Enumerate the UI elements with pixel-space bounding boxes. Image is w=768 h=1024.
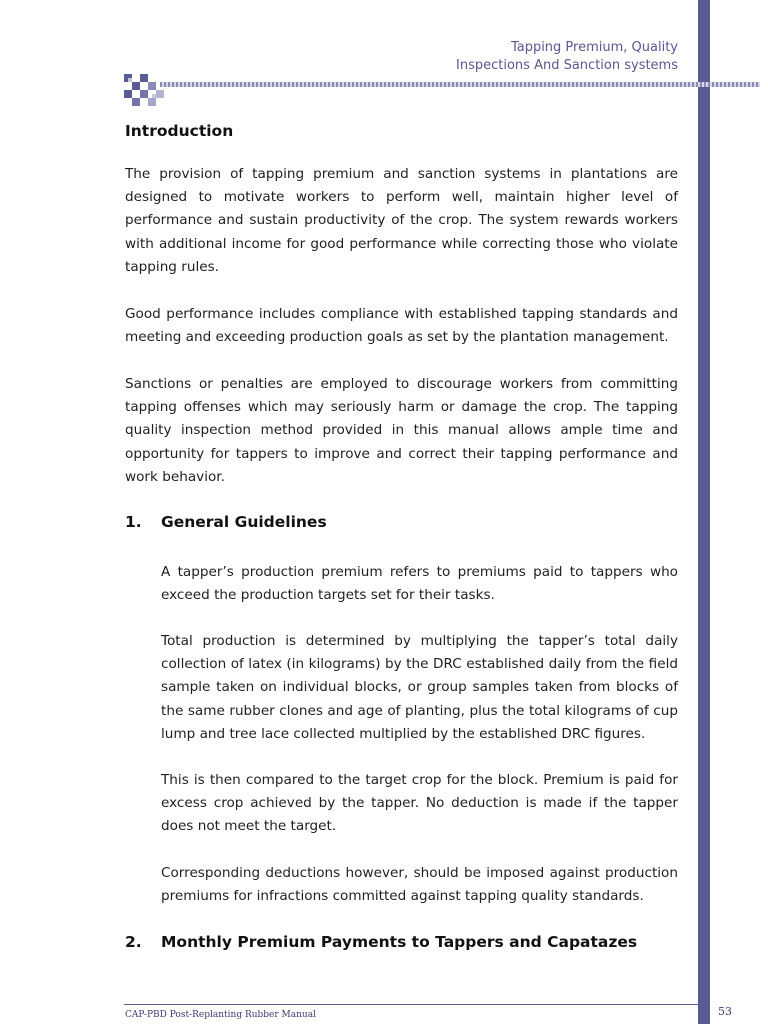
introduction-heading: Introduction bbox=[125, 122, 234, 140]
header-rule bbox=[160, 82, 760, 87]
section-1-paragraph-3: This is then compared to the target crop for the block. Premium is paid for excess crop achieved by the tapper. No deduction is made if the tapper does not meet the target. bbox=[161, 772, 678, 835]
section-1-paragraph-2: Total production is determined by multiplying the tapper’s total daily collection of latex (in kilograms) by the DRC established daily from the field sample taken on individual blocks, or group samples taken from blocks of the same rubber clones and age of planting, plus the total kilograms of cup lump and tree lace collected multiplied by the established DRC figures. bbox=[161, 633, 678, 742]
running-header-line-2: Inspections And Sanction systems bbox=[456, 58, 678, 73]
section-1-paragraph-1: A tapper’s production premium refers to premiums paid to tappers who exceed the production targets set for their tasks. bbox=[161, 564, 678, 604]
page-number: 53 bbox=[718, 1005, 732, 1018]
footer-manual-title: CAP-PBD Post-Replanting Rubber Manual bbox=[125, 1010, 316, 1020]
section-2-number: 2. bbox=[125, 933, 142, 951]
running-header bbox=[456, 39, 678, 75]
section-1-heading bbox=[125, 513, 327, 531]
section-2-heading bbox=[125, 933, 637, 951]
intro-paragraph-3: Sanctions or penalties are employed to discourage workers from committing tapping offenses which may seriously harm or damage the crop. The tapping quality inspection method provided in this manual allows ample time and opportunity for tappers to improve and correct their tapping performance and work behavior. bbox=[125, 376, 678, 485]
section-1-paragraph-4: Corresponding deductions however, should be imposed against production premiums for infractions committed against tapping quality standards. bbox=[161, 865, 678, 905]
section-1-title: General Guidelines bbox=[161, 513, 327, 531]
intro-paragraph-2: Good performance includes compliance with established tapping standards and meeting and exceeding production goals as set by the plantation management. bbox=[125, 306, 678, 346]
checker-logo-icon bbox=[124, 74, 168, 106]
section-2-title: Monthly Premium Payments to Tappers and Capatazes bbox=[161, 933, 638, 951]
section-1-number: 1. bbox=[125, 513, 142, 531]
side-accent-bar bbox=[698, 0, 710, 1024]
running-header-line-1: Tapping Premium, Quality bbox=[510, 40, 678, 55]
footer-rule bbox=[124, 1004, 698, 1005]
intro-paragraph-1: The provision of tapping premium and sanction systems in plantations are designed to motivate workers to perform well, maintain higher level of performance and sustain productivity of the crop. The system rewards workers with additional income for good performance while correcting those who violate tapping rules. bbox=[125, 166, 678, 275]
